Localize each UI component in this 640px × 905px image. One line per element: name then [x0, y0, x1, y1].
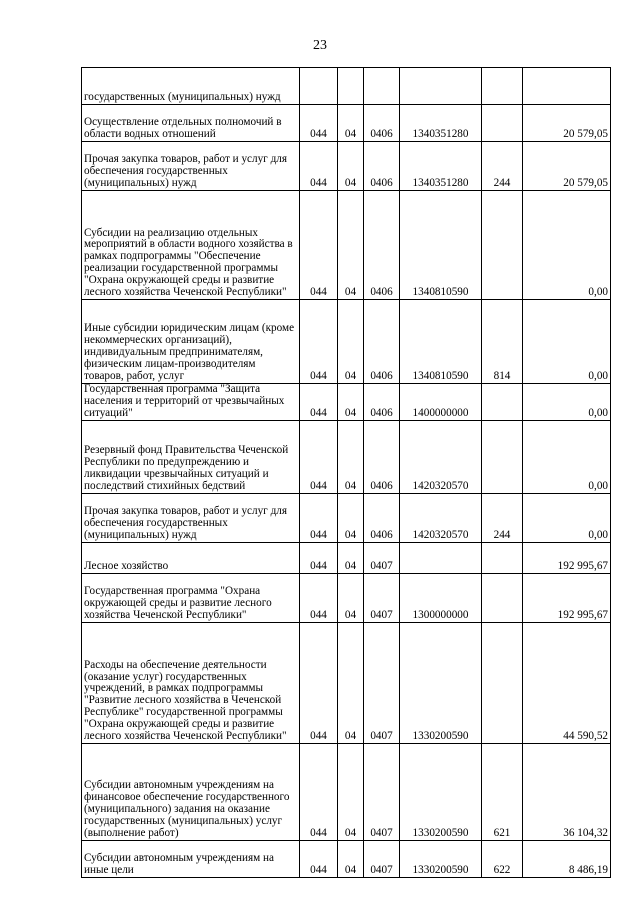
row-subsection-cell: 0406	[364, 105, 400, 142]
row-expense-type-cell	[482, 574, 523, 623]
row-subsection-cell: 0407	[364, 841, 400, 878]
row-expense-type-cell	[482, 421, 523, 494]
row-target-article-cell: 1420320570	[400, 494, 482, 543]
row-name-cell: Резервный фонд Правительства Чеченской Республики по предупреждению и ликвидации чрезвычайных ситуаций и последствий стихийных бедствий	[82, 421, 300, 494]
row-subsection-cell: 0406	[364, 494, 400, 543]
row-section-cell: 04	[338, 841, 364, 878]
row-subsection-cell: 0406	[364, 421, 400, 494]
row-name-cell: Государственная программа "Охрана окружающей среды и развитие лесного хозяйства Чеченской Республики"	[82, 574, 300, 623]
row-target-article-cell	[400, 68, 482, 105]
row-amount-cell	[523, 68, 611, 105]
row-ved-code-cell: 044	[300, 300, 338, 384]
row-amount-cell: 0,00	[523, 494, 611, 543]
row-expense-type-cell	[482, 623, 523, 744]
table-row	[82, 841, 611, 878]
row-target-article-cell: 1400000000	[400, 384, 482, 421]
row-name-cell: Осуществление отдельных полномочий в области водных отношений	[82, 105, 300, 142]
table-row	[82, 543, 611, 574]
row-name-cell: Расходы на обеспечение деятельности (оказание услуг) государственных учреждений, в рамках подпрограммы "Развитие лесного хозяйства в Чеченской Республике" государственной программы "Охрана окружающей среды и развитие лесного хозяйства Чеченской Республики"	[82, 623, 300, 744]
row-name-cell: Субсидии на реализацию отдельных мероприятий в области водного хозяйства в рамках подпрограммы "Обеспечение реализации государственной программы "Охрана окружающей среды и развитие лесного хозяйства Чеченской Республики"	[82, 191, 300, 300]
row-amount-cell: 0,00	[523, 421, 611, 494]
row-name-cell: Субсидии автономным учреждениям на иные цели	[82, 841, 300, 878]
table-row	[82, 574, 611, 623]
row-ved-code-cell: 044	[300, 105, 338, 142]
table-row	[82, 421, 611, 494]
row-ved-code-cell: 044	[300, 191, 338, 300]
row-section-cell: 04	[338, 574, 364, 623]
row-amount-cell: 20 579,05	[523, 142, 611, 191]
row-target-article-cell: 1420320570	[400, 421, 482, 494]
row-target-article-cell: 1330200590	[400, 841, 482, 878]
row-section-cell: 04	[338, 300, 364, 384]
row-section-cell: 04	[338, 623, 364, 744]
budget-table-body	[82, 68, 611, 878]
row-subsection-cell: 0406	[364, 142, 400, 191]
row-name-cell: Прочая закупка товаров, работ и услуг для обеспечения государственных (муниципальных) нужд	[82, 142, 300, 191]
row-target-article-cell: 1340810590	[400, 300, 482, 384]
table-row	[82, 494, 611, 543]
row-amount-cell: 0,00	[523, 384, 611, 421]
row-target-article-cell: 1340810590	[400, 191, 482, 300]
row-ved-code-cell: 044	[300, 574, 338, 623]
row-section-cell: 04	[338, 421, 364, 494]
row-ved-code-cell: 044	[300, 543, 338, 574]
row-amount-cell: 0,00	[523, 300, 611, 384]
row-section-cell: 04	[338, 191, 364, 300]
row-section-cell: 04	[338, 744, 364, 841]
row-target-article-cell: 1340351280	[400, 105, 482, 142]
row-section-cell	[338, 68, 364, 105]
row-name-cell: Субсидии автономным учреждениям на финансовое обеспечение государственного (муниципального) задания на оказание государственных (муниципальных) услуг (выполнение работ)	[82, 744, 300, 841]
row-subsection-cell: 0406	[364, 191, 400, 300]
row-ved-code-cell: 044	[300, 142, 338, 191]
row-target-article-cell: 1330200590	[400, 623, 482, 744]
row-expense-type-cell: 622	[482, 841, 523, 878]
row-section-cell: 04	[338, 105, 364, 142]
row-subsection-cell: 0407	[364, 744, 400, 841]
row-expense-type-cell: 244	[482, 494, 523, 543]
row-target-article-cell: 1330200590	[400, 744, 482, 841]
row-subsection-cell: 0406	[364, 384, 400, 421]
row-amount-cell: 20 579,05	[523, 105, 611, 142]
table-row	[82, 68, 611, 105]
row-section-cell: 04	[338, 494, 364, 543]
table-row	[82, 300, 611, 384]
row-subsection-cell: 0407	[364, 623, 400, 744]
row-subsection-cell: 0407	[364, 543, 400, 574]
row-amount-cell: 36 104,32	[523, 744, 611, 841]
row-ved-code-cell: 044	[300, 841, 338, 878]
row-ved-code-cell: 044	[300, 384, 338, 421]
row-name-cell: Прочая закупка товаров, работ и услуг для обеспечения государственных (муниципальных) нужд	[82, 494, 300, 543]
row-expense-type-cell	[482, 68, 523, 105]
row-subsection-cell: 0407	[364, 574, 400, 623]
table-row	[82, 744, 611, 841]
row-ved-code-cell: 044	[300, 744, 338, 841]
row-amount-cell: 8 486,19	[523, 841, 611, 878]
row-name-cell: Государственная программа "Защита населения и территорий от чрезвычайных ситуаций"	[82, 384, 300, 421]
row-target-article-cell: 1300000000	[400, 574, 482, 623]
row-amount-cell: 44 590,52	[523, 623, 611, 744]
table-row	[82, 191, 611, 300]
table-row	[82, 384, 611, 421]
budget-table	[81, 67, 611, 878]
row-name-cell: государственных (муниципальных) нужд	[82, 68, 300, 105]
row-expense-type-cell: 621	[482, 744, 523, 841]
row-ved-code-cell: 044	[300, 623, 338, 744]
row-name-cell: Лесное хозяйство	[82, 543, 300, 574]
row-section-cell: 04	[338, 142, 364, 191]
row-expense-type-cell	[482, 384, 523, 421]
row-amount-cell: 192 995,67	[523, 574, 611, 623]
row-expense-type-cell	[482, 543, 523, 574]
row-ved-code-cell: 044	[300, 494, 338, 543]
page-number: 23	[313, 38, 327, 53]
row-expense-type-cell	[482, 191, 523, 300]
row-subsection-cell	[364, 68, 400, 105]
row-subsection-cell: 0406	[364, 300, 400, 384]
row-target-article-cell: 1340351280	[400, 142, 482, 191]
row-section-cell: 04	[338, 543, 364, 574]
table-row	[82, 142, 611, 191]
table-row	[82, 623, 611, 744]
row-amount-cell: 192 995,67	[523, 543, 611, 574]
row-amount-cell: 0,00	[523, 191, 611, 300]
row-expense-type-cell: 244	[482, 142, 523, 191]
row-target-article-cell	[400, 543, 482, 574]
row-ved-code-cell	[300, 68, 338, 105]
row-section-cell: 04	[338, 384, 364, 421]
row-name-cell: Иные субсидии юридическим лицам (кроме некоммерческих организаций), индивидуальным предпринимателям, физическим лицам-производителям товаров, работ, услуг	[82, 300, 300, 384]
row-expense-type-cell: 814	[482, 300, 523, 384]
row-expense-type-cell	[482, 105, 523, 142]
row-ved-code-cell: 044	[300, 421, 338, 494]
table-row	[82, 105, 611, 142]
